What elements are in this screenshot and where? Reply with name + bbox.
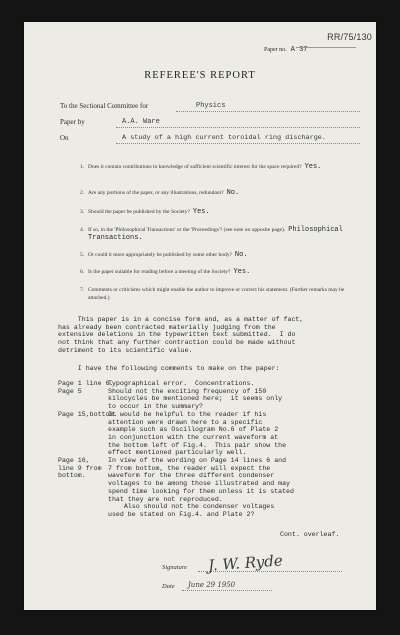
question-1-number: 1. (80, 164, 85, 170)
question-1-text: Does it contain contributions to knowledge of sufficient scientific interest for the space required? (88, 164, 302, 170)
question-3-answer: Yes. (192, 208, 210, 216)
question-2 (80, 189, 350, 198)
comment-notes (58, 380, 358, 519)
field-committee (60, 102, 360, 113)
field-committee-label: To the Sectional Committee for (60, 102, 149, 110)
page-title: REFEREE'S REPORT (144, 70, 256, 81)
question-5-text: Or could it more appropriately be published by some other body? (88, 252, 232, 258)
field-on-line (116, 143, 360, 144)
date-line (182, 590, 272, 591)
question-2-text: Are any portions of the paper, or any illustrations, redundant? (88, 190, 224, 196)
field-paper-by (60, 118, 360, 129)
archive-reference: RR/75/130 (327, 32, 372, 42)
note-ref: Page 1 line 6. (58, 380, 114, 387)
question-5-answer: No. (234, 251, 248, 259)
date-label: Date (162, 583, 175, 590)
field-on-label: On (60, 134, 69, 142)
question-7-number: 7. (80, 287, 85, 293)
handwritten-signature: J. W. Ryde (207, 551, 284, 575)
field-paper-by-label: Paper by (60, 118, 85, 126)
note-text: Typographical error. Concentrations. (108, 380, 255, 387)
date-block (162, 580, 272, 592)
question-6 (80, 268, 350, 277)
question-1-answer: Yes. (304, 163, 322, 171)
note-row (58, 380, 358, 388)
note-row (58, 457, 358, 519)
signature-label: Signature (162, 564, 188, 571)
note-text: It would be helpful to the reader if his attention were drawn here to a specific example such as Oscillogram No.6 of Plate 2 in conjunction with the current waveform at the bottom left of Fig.4. This pair show the effect mentioned particularly well. (108, 410, 287, 457)
question-4 (80, 226, 350, 242)
question-5-number: 5. (80, 252, 85, 258)
question-4-answer: Philosophical Transactions. (88, 226, 343, 242)
field-on (60, 134, 360, 145)
comments-intro: I have the following comments to make on the paper: (58, 365, 280, 372)
referee-report-sheet (24, 22, 376, 610)
comment-paragraph: This paper is in a concise form and, as a matter of fact, has already been contracted materially judging from the extensive deletions in the typewritten text submitted. I do not think that any further contraction could be made without detriment to its scientific value. (58, 316, 304, 354)
question-2-number: 2. (80, 190, 85, 196)
field-committee-line (176, 111, 360, 112)
question-4-number: 4. (80, 227, 85, 233)
question-2-answer: No. (226, 189, 240, 197)
note-row (58, 411, 358, 457)
paper-number-rule (296, 47, 356, 48)
signature-block (162, 551, 342, 575)
question-3-number: 3. (80, 209, 85, 215)
question-3-text: Should the paper be published by the Society? (88, 209, 190, 215)
paper-number-value: A 37 (290, 46, 308, 54)
question-1 (80, 163, 350, 172)
note-text: In view of the wording on Page 14 lines 6 and 7 from bottom, the reader will expect the waveform for the three different condenser voltages to be among those illustrated and may spend time looking for them unless it is stated that they are not reproduced. Also should not the condenser voltages used be stated on Fig.4. and Plate 2? (108, 457, 294, 518)
question-6-text: Is the paper suitable for reading before a meeting of the Society? (88, 269, 231, 275)
question-4-text: If so, in the 'Philosophical Transactions' or the 'Proceedings'? (see note on opposite page). (88, 227, 286, 233)
field-paper-by-value: A.A. Ware (122, 118, 160, 126)
continued-overleaf: Cont. overleaf. (280, 531, 340, 538)
field-on-value: A study of a high current toroidal ring discharge. (122, 134, 326, 142)
paper-number-label: Paper no. (264, 47, 287, 53)
question-6-number: 6. (80, 269, 85, 275)
field-paper-by-line (116, 127, 360, 128)
note-ref: Page 15,bottom. (58, 410, 118, 418)
paper-number (264, 38, 364, 56)
question-7 (80, 287, 350, 302)
question-3 (80, 208, 350, 217)
question-7-text: Comments or criticisms which might enable the author to improve or correct his statement. (Further remarks may be attached.) (88, 287, 345, 301)
question-6-answer: Yes. (233, 268, 251, 276)
date-value: June 29 1950 (188, 581, 236, 589)
note-ref: Page 5 (58, 387, 82, 395)
note-text: Should not the exciting frequency of 150 kilocycles be mentioned here; it seems only to occur in the summary? (108, 387, 283, 411)
note-ref: Page 16, line 9 from bottom. (58, 457, 102, 480)
question-5 (80, 251, 350, 260)
note-row (58, 388, 358, 411)
field-committee-value: Physics (196, 102, 226, 110)
